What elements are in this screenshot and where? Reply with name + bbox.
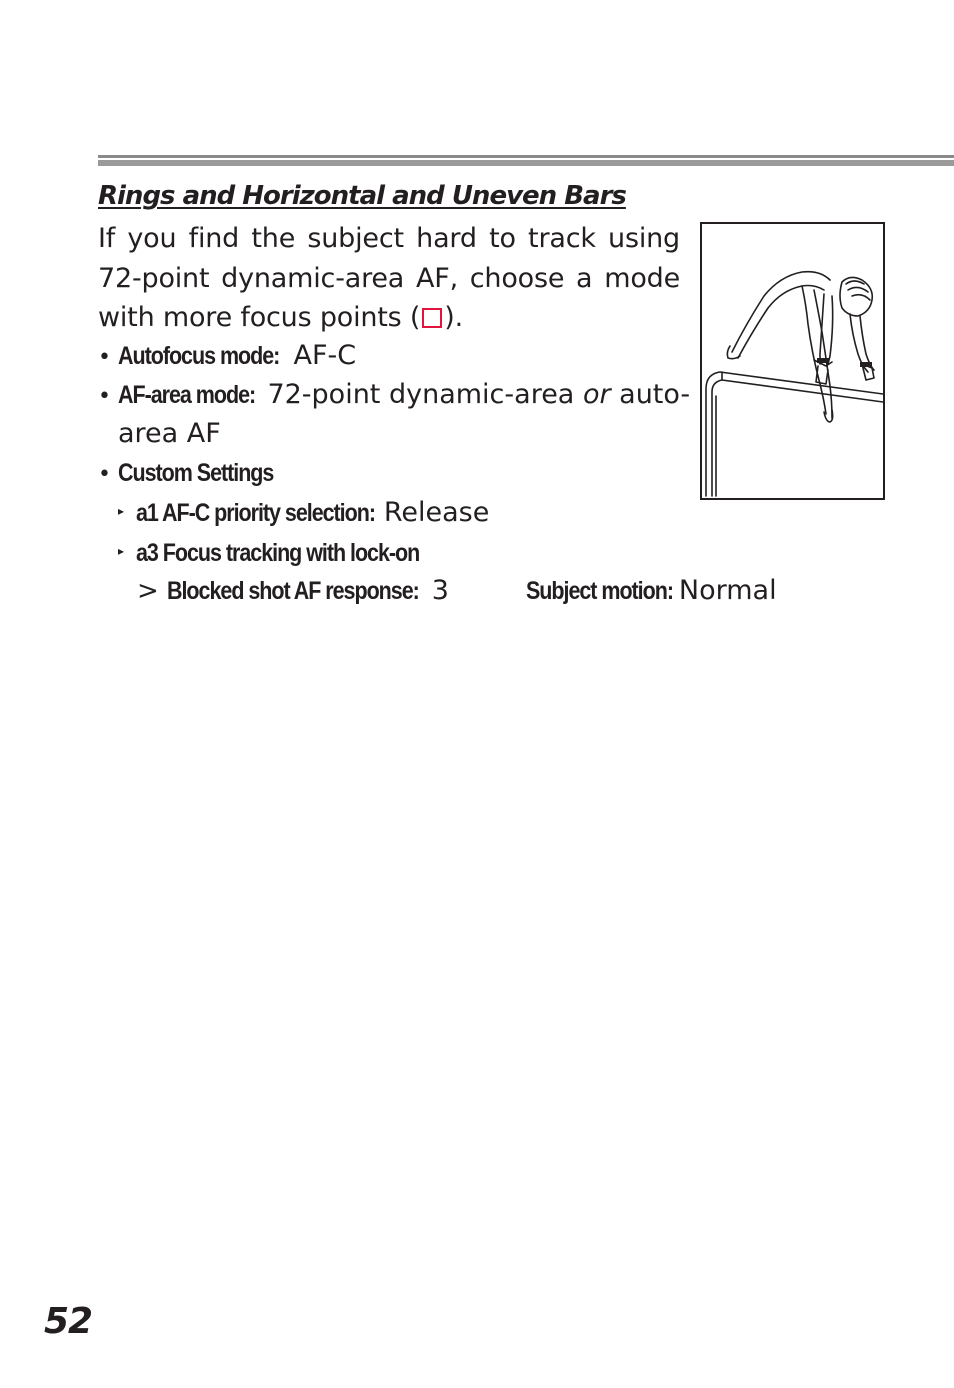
- setting-a1-label: a1 AF-C priority selection:: [136, 499, 375, 527]
- af-area-mode-label: AF-area mode:: [118, 381, 256, 409]
- setting-a3: [118, 532, 465, 573]
- setting-a1-value: Release: [383, 497, 490, 528]
- intro-text-start: If you find the subject hard to track using 72-point dynamic-area AF, choose a mode with more focus points (: [98, 223, 680, 333]
- bullet-dot-icon: •: [98, 384, 111, 409]
- bullet-dot-icon: •: [98, 345, 111, 370]
- af-area-mode-value-tail: auto-: [610, 379, 691, 410]
- custom-settings-label: Custom Settings: [118, 459, 274, 487]
- greater-than-icon: >: [137, 576, 159, 606]
- bullet-autofocus-mode: [98, 336, 356, 377]
- af-area-mode-continuation: [118, 414, 221, 453]
- triangle-pointer-icon: ▸: [118, 544, 125, 558]
- autofocus-mode-label: Autofocus mode:: [118, 342, 280, 370]
- bullet-dot-icon: •: [98, 462, 111, 487]
- intro-paragraph: [98, 219, 680, 338]
- subject-motion-value: Normal: [678, 575, 777, 606]
- af-area-mode-or: or: [582, 379, 611, 410]
- focus-points-square-icon: [422, 308, 442, 328]
- intro-text-end: ).: [444, 302, 463, 333]
- bullet-custom-settings: [98, 453, 299, 494]
- section-title: Rings and Horizontal and Uneven Bars: [98, 181, 626, 211]
- section-rule-thick: [98, 160, 954, 166]
- subject-motion-label: Subject motion:: [526, 577, 673, 605]
- blocked-shot-value: 3: [431, 575, 449, 606]
- gymnast-on-bar-illustration: [700, 222, 885, 500]
- setting-a3-sub: [137, 571, 449, 611]
- gymnast-drawing: [702, 224, 883, 498]
- autofocus-mode-value: AF-C: [293, 340, 357, 371]
- triangle-pointer-icon: ▸: [118, 504, 125, 518]
- af-area-mode-value-line2: area AF: [118, 418, 221, 449]
- bullet-af-area-mode: [98, 375, 690, 416]
- page-number: 52: [44, 1301, 93, 1342]
- section-rule-thin: [98, 155, 954, 158]
- setting-a3-label: a3 Focus tracking with lock-on: [136, 539, 420, 567]
- setting-a1: [118, 492, 489, 533]
- subject-motion: [526, 571, 777, 611]
- af-area-mode-value: 72-point dynamic-area: [267, 379, 583, 410]
- blocked-shot-label: Blocked shot AF response:: [167, 577, 419, 605]
